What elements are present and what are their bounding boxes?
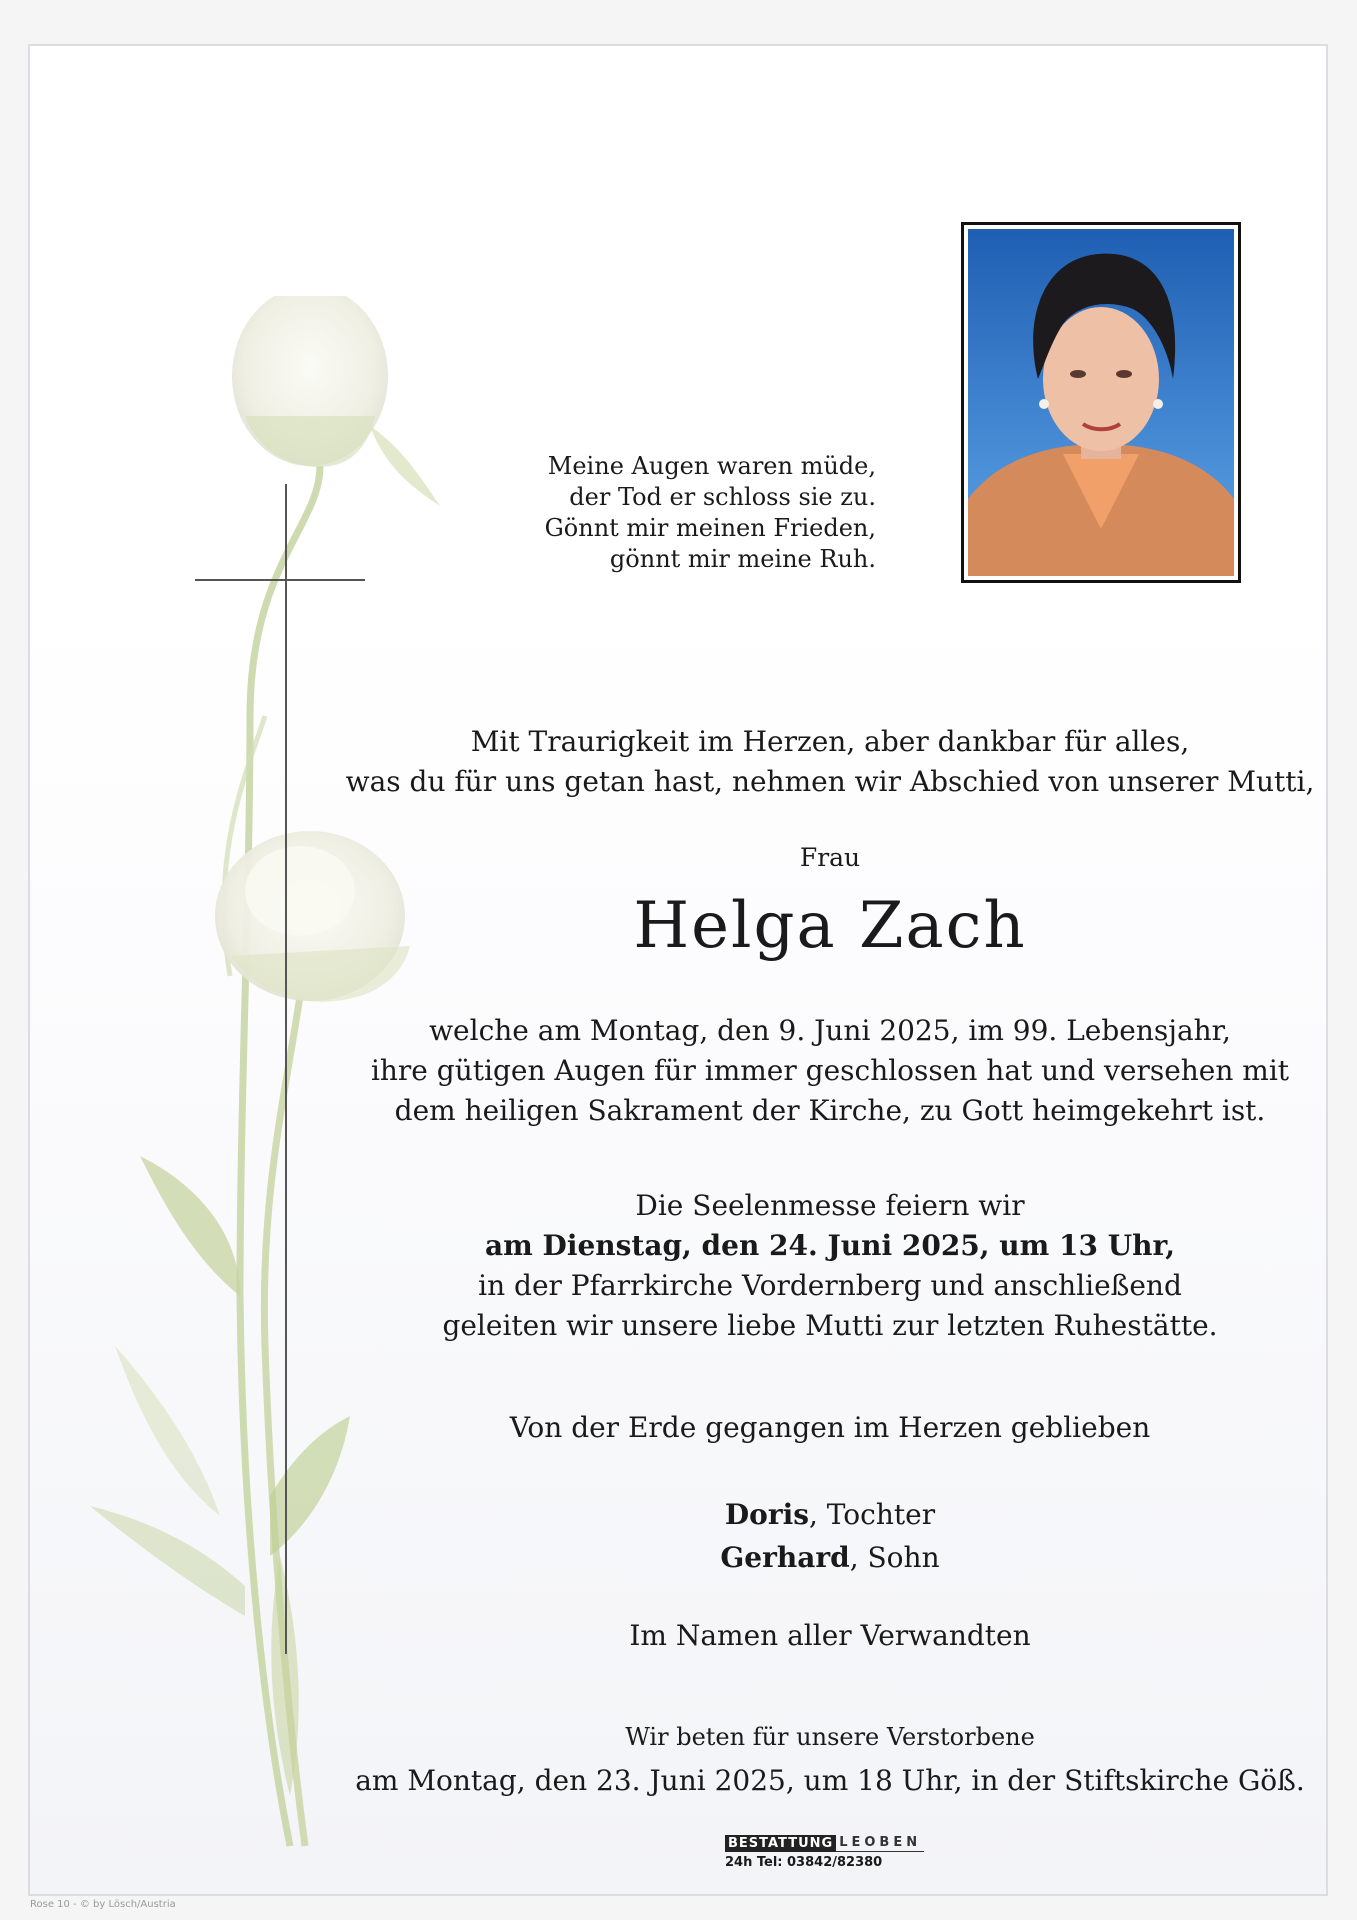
portrait-frame xyxy=(961,222,1241,583)
poem-line: der Tod er schloss sie zu. xyxy=(569,483,876,511)
poem xyxy=(496,451,876,575)
death-notice xyxy=(330,1011,1330,1131)
closing-line: Von der Erde gegangen im Herzen geblieben xyxy=(509,1411,1151,1444)
parte-sheet xyxy=(28,44,1328,1896)
cross-vertical xyxy=(285,484,287,1654)
logo-brand-light: LEOBEN xyxy=(836,1834,924,1852)
mass-line: in der Pfarrkirche Vordernberg und anschließend xyxy=(478,1269,1182,1302)
intro-line: was du für uns getan hast, nehmen wir Abschied von unserer Mutti, xyxy=(345,765,1315,798)
mourner xyxy=(330,1493,1330,1536)
death-line: ihre gütigen Augen für immer geschlossen hat und versehen mit xyxy=(370,1054,1290,1087)
cross-horizontal xyxy=(195,579,365,581)
intro-line: Mit Traurigkeit im Herzen, aber dankbar für alles, xyxy=(470,725,1190,758)
mourner xyxy=(330,1536,1330,1579)
poem-line: gönnt mir meine Ruh. xyxy=(609,545,876,573)
portrait-photo xyxy=(968,229,1234,576)
prayer-lead: Wir beten für unsere Verstorbene xyxy=(625,1723,1035,1751)
deceased-name: Helga Zach xyxy=(633,889,1027,963)
mass-date: am Dienstag, den 24. Juni 2025, um 13 Uhr, xyxy=(485,1229,1175,1262)
poem-line: Meine Augen waren müde, xyxy=(547,452,876,480)
funeral-home-phone: 24h Tel: 03842/82380 xyxy=(725,1855,883,1870)
salutation: Frau xyxy=(799,843,861,872)
mourner-relation: , Tochter xyxy=(809,1498,936,1531)
mourners xyxy=(330,1493,1330,1579)
funeral-home-logo xyxy=(725,1834,925,1870)
death-line: dem heiligen Sakrament der Kirche, zu Gott heimgekehrt ist. xyxy=(394,1094,1266,1127)
funeral-mass xyxy=(330,1186,1330,1346)
mourner-name: Doris xyxy=(724,1498,809,1531)
prayer-date: am Montag, den 23. Juni 2025, um 18 Uhr, in der Stiftskirche Göß. xyxy=(355,1764,1305,1797)
relatives-line: Im Namen aller Verwandten xyxy=(629,1619,1031,1652)
mass-line: geleiten wir unsere liebe Mutti zur letzten Ruhestätte. xyxy=(442,1309,1218,1342)
intro-text xyxy=(330,722,1330,802)
poem-line: Gönnt mir meinen Frieden, xyxy=(544,514,876,542)
logo-brand-dark: BESTATTUNG xyxy=(725,1835,836,1852)
mourner-relation: , Sohn xyxy=(849,1541,940,1574)
mass-line: Die Seelenmesse feiern wir xyxy=(635,1189,1025,1222)
mourner-name: Gerhard xyxy=(720,1541,850,1574)
footer-credit: Rose 10 - © by Lösch/Austria xyxy=(30,1899,176,1910)
death-line: welche am Montag, den 9. Juni 2025, im 99. Lebensjahr, xyxy=(429,1014,1231,1047)
